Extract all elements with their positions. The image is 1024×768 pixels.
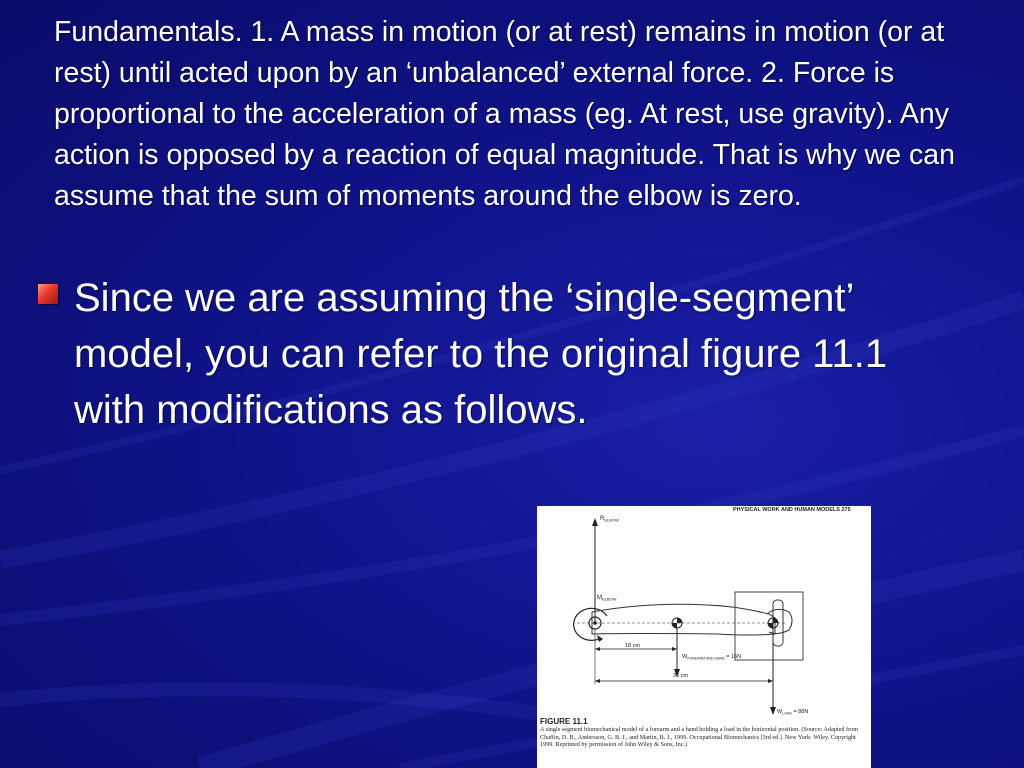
w-forearm-label: $W_{FOREARM AND HAND} = 16N$ bbox=[682, 654, 742, 661]
moment-arrow bbox=[574, 608, 607, 640]
r-elbow-arrowhead-icon bbox=[592, 518, 598, 526]
dimension-36cm-label: 36 cm bbox=[673, 673, 688, 679]
moment-arrowhead-icon bbox=[597, 635, 603, 642]
w-load-label: $W_{LOAD} = 88N$ bbox=[777, 709, 809, 716]
forearm-outline bbox=[592, 604, 775, 635]
figure-caption bbox=[540, 717, 868, 749]
square-bullet-icon bbox=[38, 284, 58, 304]
w-load-arrowhead-icon bbox=[770, 707, 776, 715]
figure-11-1-image bbox=[537, 506, 871, 768]
dimension-18cm-label: 18 cm bbox=[625, 643, 640, 649]
figure-caption-text: A single segment biomechanical model of a forearm and a hand holding a load in the horizontal position. (Source: Adapted from Chaffin, D. B., Andersson, G. B. J., and Martin, B. J., 1999. Occupational Biomechanics [3rd ed.]. New York: Wiley. Copyright 1999. Reprinted by permission of John Wiley & Sons, Inc.) bbox=[540, 726, 859, 749]
hand-outline bbox=[767, 609, 792, 633]
figure-caption-title: FIGURE 11.1 bbox=[540, 717, 588, 726]
intro-paragraph: Fundamentals. 1. A mass in motion (or at rest) remains in motion (or at rest) until acted upon by an ‘unbalanced’ external force. 2. Force is proportional to the acceleration of a mass (eg. At rest, use gravity). Any action is opposed by a reaction of equal magnitude. That is why we can assume that the sum of moments around the elbow is zero. bbox=[54, 16, 955, 212]
page-header: PHYSICAL WORK AND HUMAN MODELS 275 bbox=[733, 507, 851, 513]
r-elbow-label: $R_{ELBOW}$ bbox=[600, 516, 619, 523]
bullet-text: Since we are assuming the ‘single-segment’ model, you can refer to the original figure 11.1 with modifications as follows. bbox=[74, 276, 888, 432]
m-elbow-label: $M_{ELBOW}$ bbox=[597, 595, 617, 602]
